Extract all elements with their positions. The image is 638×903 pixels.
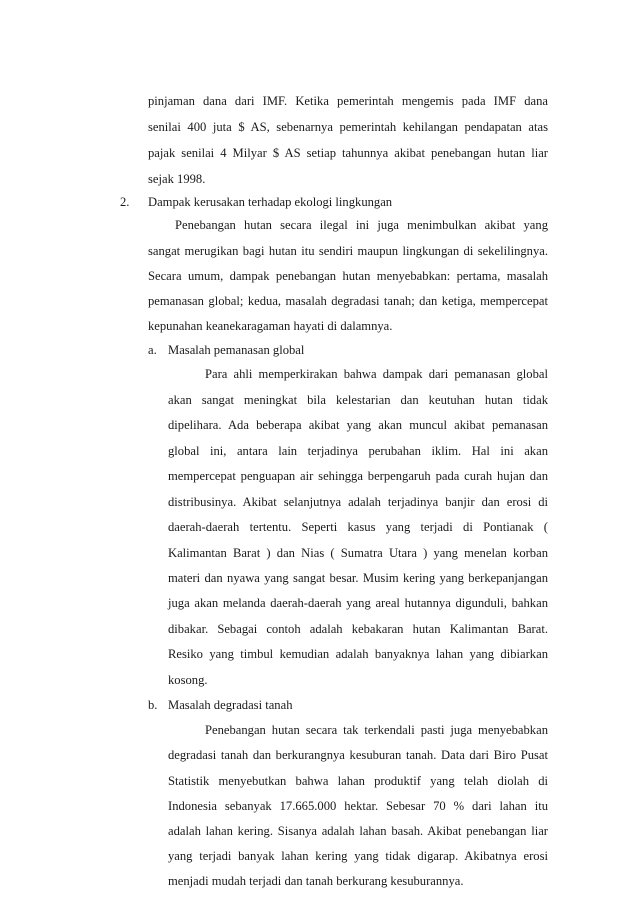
paragraph-line: materi dan nyawa yang sangat besar. Musim kering yang berkepanjangan (168, 571, 548, 585)
subsection-heading: Masalah degradasi tanah (168, 698, 293, 712)
paragraph-line: senilai 400 juta $ AS, sebenarnya pemerintah kehilangan pendapatan atas (148, 120, 548, 134)
paragraph-line: distribusinya. Akibat selanjutnya adalah terjadinya banjir dan erosi di (168, 495, 548, 509)
paragraph-line: dipelihara. Ada beberapa akibat yang akan muncul akibat pemanasan (168, 418, 548, 432)
paragraph-line: sejak 1998. (148, 172, 206, 186)
paragraph-line: kepunahan keanekaragaman hayati di dalamnya. (148, 319, 393, 333)
paragraph-line: global ini, antara lain terjadinya perubahan iklim. Hal ini akan (168, 444, 548, 458)
paragraph-line: pemanasan global; kedua, masalah degradasi tanah; dan ketiga, mempercepat (148, 294, 548, 308)
paragraph-line: Indonesia sebanyak 17.665.000 hektar. Sebesar 70 % dari lahan itu (168, 799, 548, 813)
list-number: 2. (120, 195, 130, 209)
paragraph-line: mempercepat penguapan air sehingga berpengaruh pada curah hujan dan (168, 469, 548, 483)
paragraph-line: Penebangan hutan secara ilegal ini juga menimbulkan akibat yang (175, 218, 548, 232)
paragraph-line: daerah-daerah tertentu. Seperti kasus yang terjadi di Pontianak ( (168, 520, 548, 534)
paragraph-line: pajak senilai 4 Milyar $ AS setiap tahunnya akibat penebangan hutan liar (148, 146, 548, 160)
paragraph-line: degradasi tanah dan berkurangnya kesuburan tanah. Data dari Biro Pusat (168, 748, 548, 762)
paragraph-line: juga akan melanda daerah-daerah yang areal hutannya digunduli, bahkan (168, 596, 548, 610)
paragraph-line: adalah lahan kering. Sisanya adalah lahan basah. Akibat penebangan liar (168, 824, 548, 838)
paragraph-line: akan sangat meningkat bila kelestarian dan keutuhan hutan tidak (168, 393, 548, 407)
section-heading: Dampak kerusakan terhadap ekologi lingkungan (148, 195, 393, 209)
subsection-heading: Masalah pemanasan global (168, 343, 305, 357)
paragraph-line: sangat merugikan bagi hutan itu sendiri maupun lingkungan di sekelilingnya. (148, 244, 548, 258)
paragraph-line: yang terjadi banyak lahan kering yang tidak digarap. Akibatnya erosi (168, 849, 548, 863)
list-marker: b. (148, 698, 158, 712)
paragraph-line: Para ahli memperkirakan bahwa dampak dari pemanasan global (205, 367, 548, 381)
paragraph-line: Kalimantan Barat ) dan Nias ( Sumatra Utara ) yang menelan korban (168, 546, 548, 560)
list-marker: a. (148, 343, 157, 357)
paragraph-line: kosong. (168, 673, 208, 687)
paragraph-line: Statistik menyebutkan bahwa lahan produktif yang telah diolah di (168, 774, 548, 788)
paragraph-line: Penebangan hutan secara tak terkendali pasti juga menyebabkan (205, 723, 548, 737)
paragraph-line: Resiko yang timbul kemudian adalah banyaknya lahan yang dibiarkan (168, 647, 548, 661)
paragraph-line: pinjaman dana dari IMF. Ketika pemerintah mengemis pada IMF dana (148, 94, 548, 108)
paragraph-line: dibakar. Sebagai contoh adalah kebakaran hutan Kalimantan Barat. (168, 622, 548, 636)
paragraph-line: menjadi mudah terjadi dan tanah berkurang kesuburannya. (168, 874, 464, 888)
paragraph-line: Secara umum, dampak penebangan hutan menyebabkan: pertama, masalah (148, 269, 548, 283)
